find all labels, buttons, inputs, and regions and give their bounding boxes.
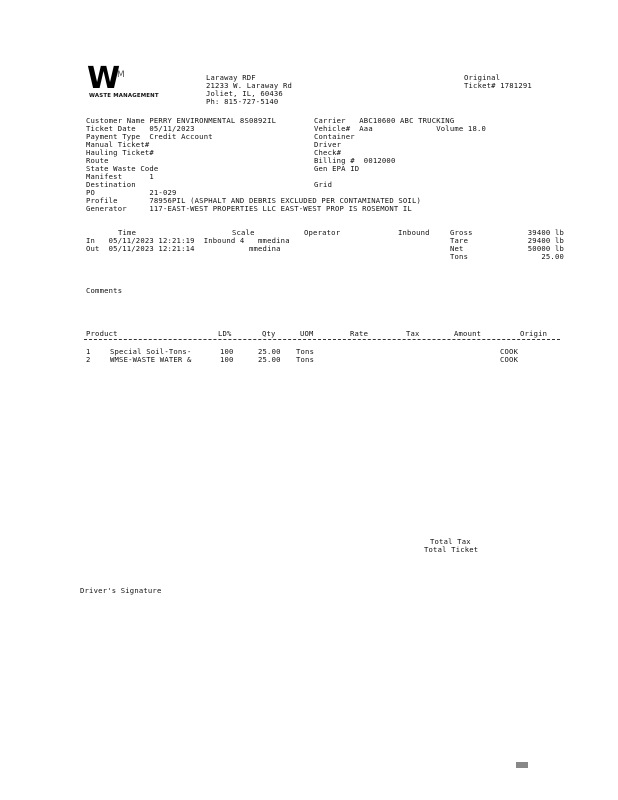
product-row-uom: Tons bbox=[296, 355, 315, 364]
field-hauling-ticket: Hauling Ticket# bbox=[86, 148, 154, 157]
product-row-ld: 100 bbox=[220, 355, 234, 364]
site-city: Joliet, IL, 60436 bbox=[206, 89, 283, 98]
ticket-number: Ticket# 1781291 bbox=[464, 81, 532, 90]
weights-out-row: Out 05/11/2023 12:21:14 mmedina bbox=[86, 244, 281, 253]
product-row-number: 1 bbox=[86, 347, 91, 356]
original-label: Original bbox=[464, 73, 501, 82]
uom-col-header: UOM bbox=[300, 329, 314, 338]
field-destination: Destination bbox=[86, 180, 136, 189]
field-customer-name: Customer Name PERRY ENVIRONMENTAL 8S0892IL bbox=[86, 116, 277, 125]
driver-signature-label: Driver's Signature bbox=[80, 586, 162, 595]
site-address: 21233 W. Laraway Rd bbox=[206, 81, 293, 90]
field-vehicle: Vehicle# Aaa Volume 18.0 bbox=[314, 124, 487, 133]
site-name: Laraway RDF bbox=[206, 73, 256, 82]
tax-col-header: Tax bbox=[406, 329, 420, 338]
total-tax-label: Total Tax bbox=[430, 537, 471, 546]
field-ticket-date: Ticket Date 05/11/2023 bbox=[86, 124, 195, 133]
field-check: Check# bbox=[314, 148, 342, 157]
tare-value: 29400 lb bbox=[527, 236, 564, 245]
field-profile: Profile 78956PIL (ASPHALT AND DEBRIS EXCLUDED PER CONTAMINATED SOIL) bbox=[86, 196, 422, 205]
site-phone: Ph: 815-727-5140 bbox=[206, 97, 279, 106]
field-carrier: Carrier ABC10600 ABC TRUCKING bbox=[314, 116, 455, 125]
logo-mark-suffix: M bbox=[117, 70, 126, 80]
product-row-name: WMSE-WASTE WATER & bbox=[110, 355, 192, 364]
comments-label: Comments bbox=[86, 286, 123, 295]
field-generator: Generator 117-EAST-WEST PROPERTIES LLC EAST-WEST PROP IS ROSEMONT IL bbox=[86, 204, 412, 213]
field-gen-epa-id: Gen EPA ID bbox=[314, 164, 360, 173]
product-row-qty: 25.00 bbox=[258, 347, 281, 356]
field-driver: Driver bbox=[314, 140, 342, 149]
origin-col-header: Origin bbox=[520, 329, 548, 338]
field-billing: Billing # 0012000 bbox=[314, 156, 396, 165]
products-divider bbox=[84, 339, 560, 340]
weights-header-time: Time bbox=[118, 228, 137, 237]
weights-header-inbound: Inbound bbox=[398, 228, 430, 237]
tare-label: Tare bbox=[450, 236, 469, 245]
product-row-origin: COOK bbox=[500, 355, 519, 364]
field-container: Container bbox=[314, 132, 355, 141]
field-po: PO 21-029 bbox=[86, 188, 177, 197]
gross-label: Gross bbox=[450, 228, 473, 237]
weights-header-operator: Operator bbox=[304, 228, 341, 237]
net-label: Net bbox=[450, 244, 464, 253]
logo-mark: W bbox=[87, 61, 118, 96]
product-row-origin: COOK bbox=[500, 347, 519, 356]
company-logo bbox=[87, 61, 172, 102]
product-row-qty: 25.00 bbox=[258, 355, 281, 364]
qty-col-header: Qty bbox=[262, 329, 276, 338]
scan-stamp bbox=[516, 762, 528, 768]
product-row-number: 2 bbox=[86, 355, 91, 364]
field-grid: Grid bbox=[314, 180, 333, 189]
product-row-name: Special Soil-Tons- bbox=[110, 347, 192, 356]
tons-value: 25.00 bbox=[541, 252, 564, 261]
field-manual-ticket: Manual Ticket# bbox=[86, 140, 150, 149]
weights-in-row: In 05/11/2023 12:21:19 Inbound 4 mmedina bbox=[86, 236, 290, 245]
weights-header-scale: Scale bbox=[232, 228, 255, 237]
ld-col-header: LD% bbox=[218, 329, 232, 338]
tons-label: Tons bbox=[450, 252, 469, 261]
product-row-uom: Tons bbox=[296, 347, 315, 356]
gross-value: 39400 lb bbox=[527, 228, 564, 237]
field-payment-type: Payment Type Credit Account bbox=[86, 132, 213, 141]
total-ticket-label: Total Ticket bbox=[424, 545, 479, 554]
amount-col-header: Amount bbox=[454, 329, 482, 338]
net-value: 50000 lb bbox=[527, 244, 564, 253]
product-col-header: Product bbox=[86, 329, 118, 338]
rate-col-header: Rate bbox=[350, 329, 369, 338]
field-manifest: Manifest 1 bbox=[86, 172, 154, 181]
field-route: Route bbox=[86, 156, 109, 165]
field-state-waste-code: State Waste Code bbox=[86, 164, 159, 173]
logo-tagline: WASTE MANAGEMENT bbox=[89, 93, 159, 99]
product-row-ld: 100 bbox=[220, 347, 234, 356]
